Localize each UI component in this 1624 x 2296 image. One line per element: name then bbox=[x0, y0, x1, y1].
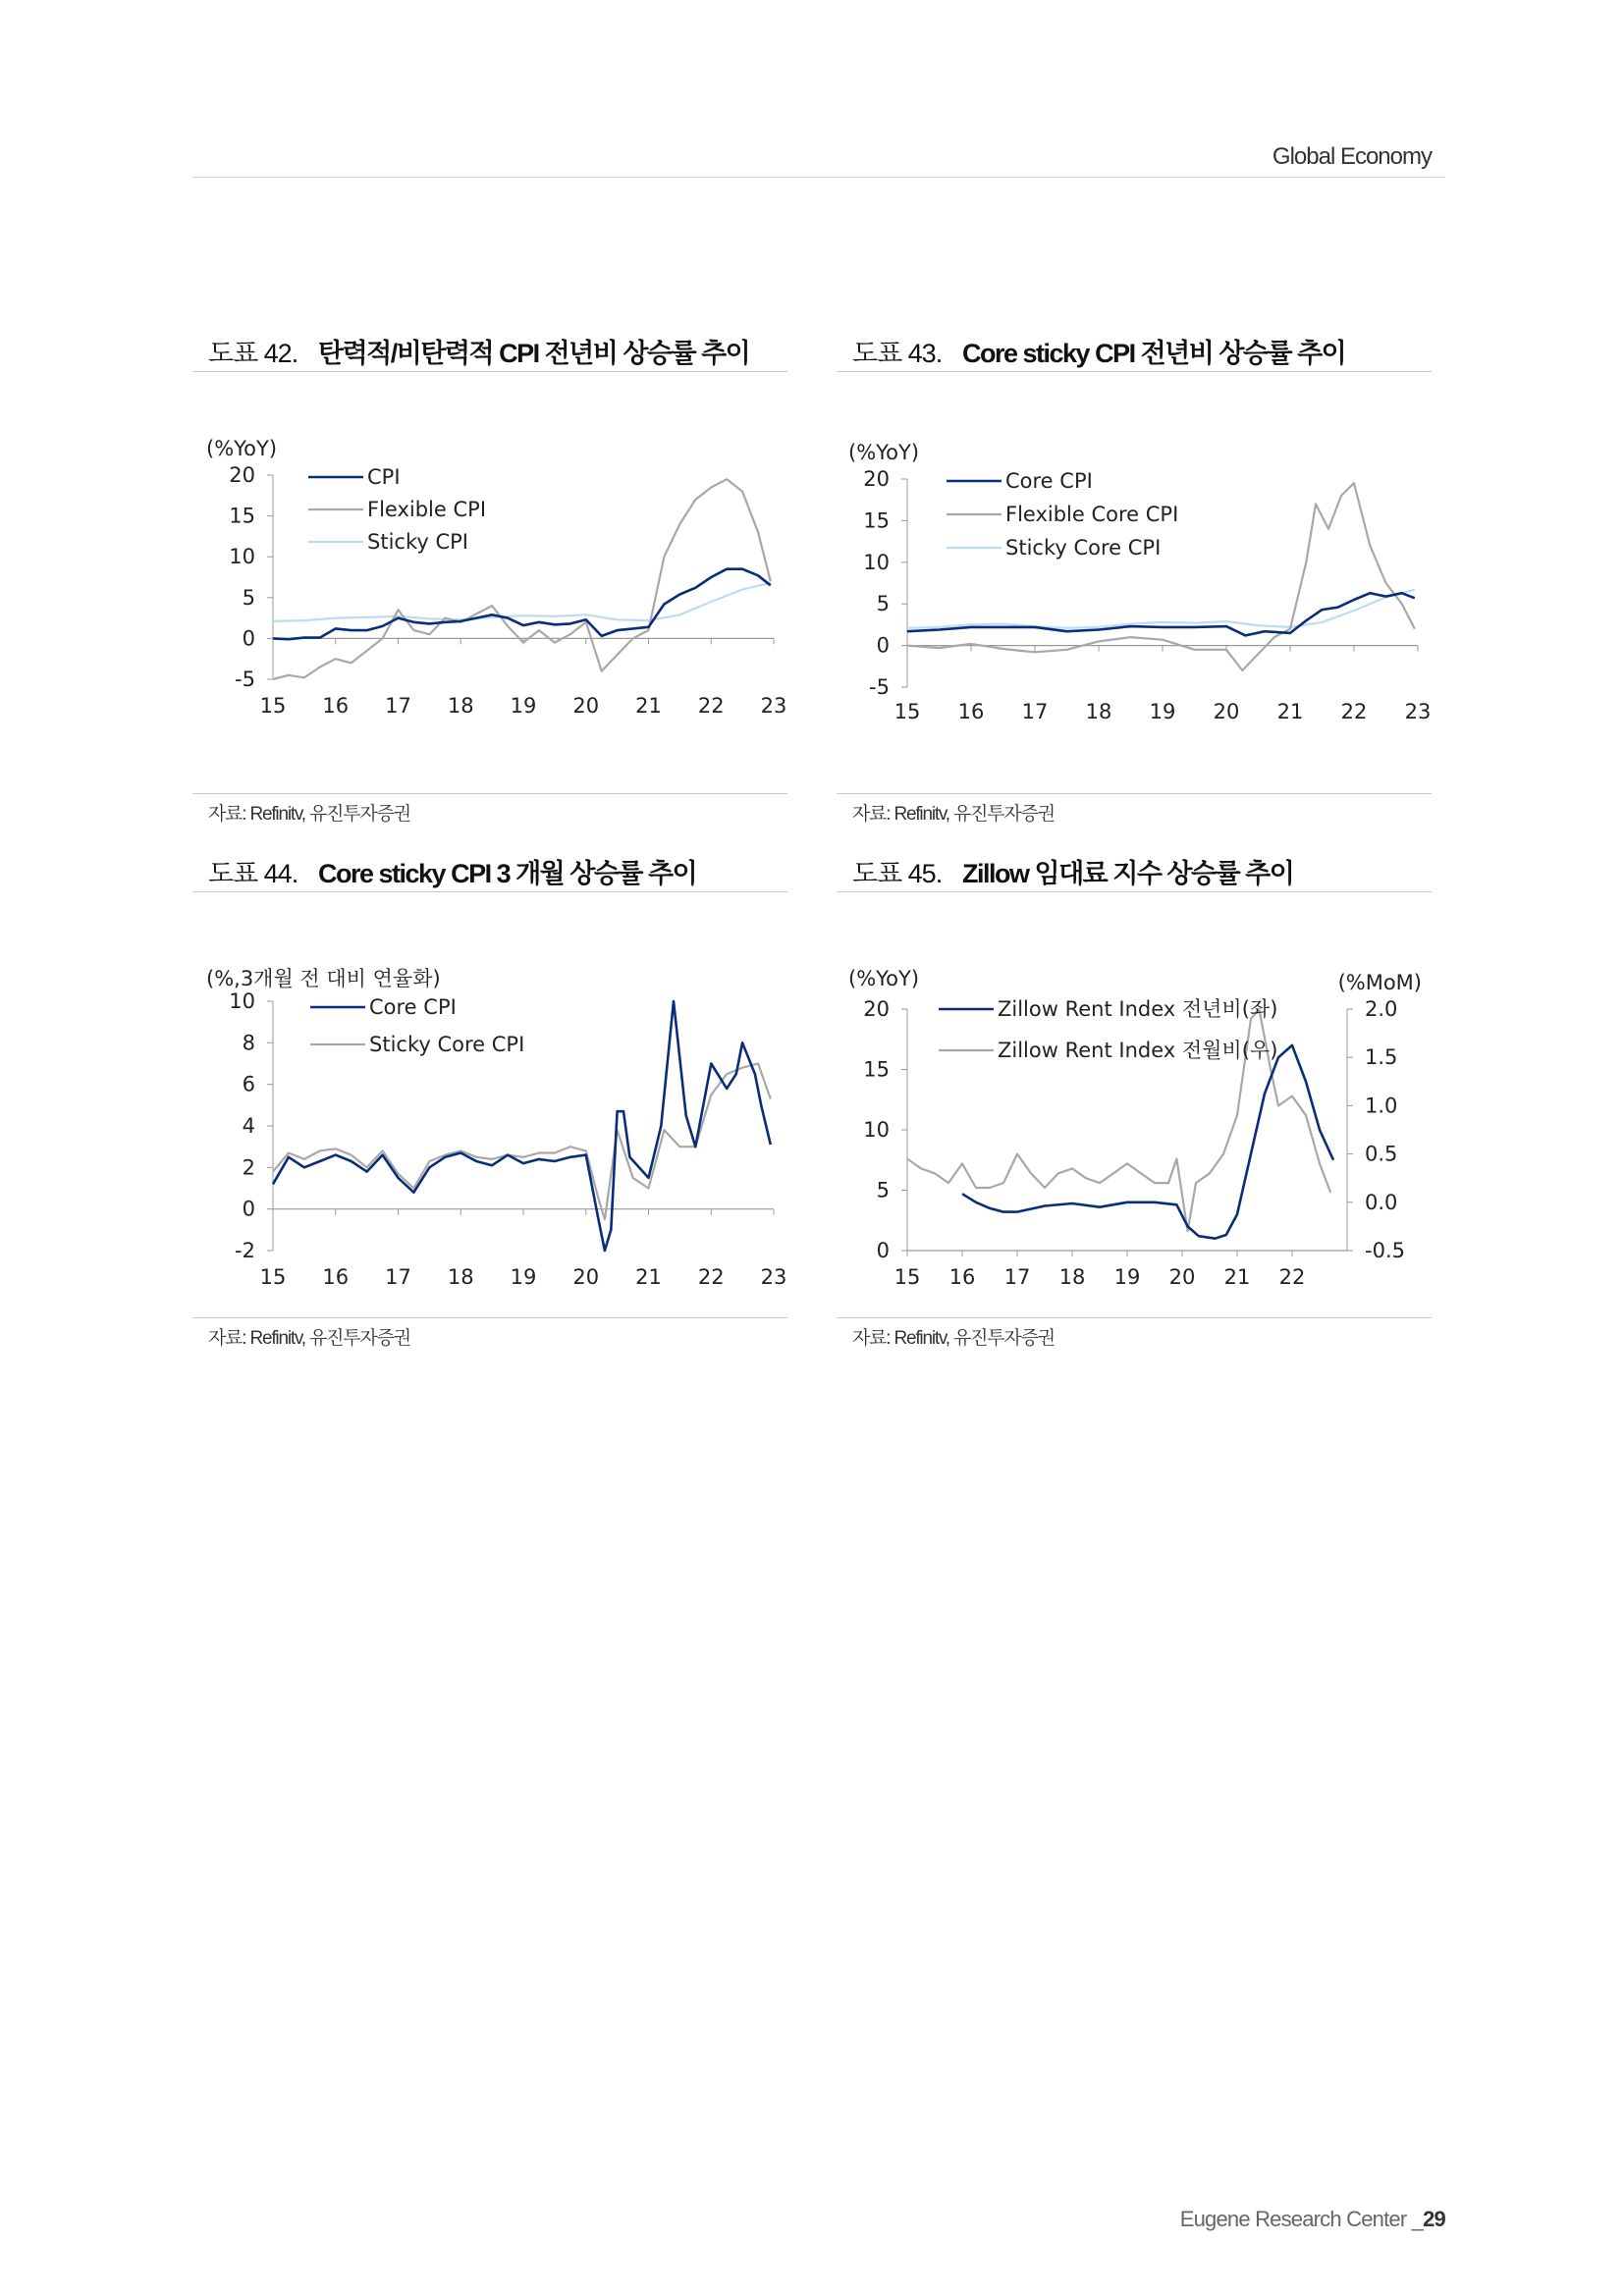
panel-title bbox=[208, 332, 749, 370]
x-tick-label: 23 bbox=[1404, 700, 1432, 723]
x-tick-label: 19 bbox=[1149, 700, 1176, 723]
title-divider bbox=[192, 371, 787, 372]
y2-tick-label: 1.0 bbox=[1365, 1094, 1398, 1118]
panel-title bbox=[852, 852, 1293, 890]
x-tick-label: 17 bbox=[1021, 700, 1049, 723]
y-tick-label: 5 bbox=[876, 1178, 890, 1202]
y-tick-label: 6 bbox=[242, 1072, 255, 1096]
header-title: Global Economy bbox=[1272, 143, 1432, 170]
x-tick-label: 23 bbox=[760, 694, 787, 718]
x-tick-label: 22 bbox=[1278, 1265, 1306, 1289]
x-tick-label: 15 bbox=[893, 1265, 921, 1289]
y2-tick-label: 0.0 bbox=[1365, 1190, 1398, 1214]
y-tick-label: 20 bbox=[863, 467, 890, 491]
y-tick-label: 20 bbox=[863, 997, 890, 1021]
x-tick-label: 23 bbox=[760, 1265, 787, 1289]
chart-flexible-sticky-cpi bbox=[192, 377, 787, 789]
x-tick-label: 18 bbox=[447, 1265, 474, 1289]
source-note: 자료: Refinitv, 유진투자증권 bbox=[208, 1328, 410, 1349]
y-tick-label: 10 bbox=[863, 1118, 890, 1142]
x-tick-label: 20 bbox=[1213, 700, 1240, 723]
x-tick-label: 15 bbox=[259, 694, 287, 718]
footer: Eugene Research Center _29 bbox=[1179, 2207, 1445, 2231]
y-tick-label: 0 bbox=[876, 1239, 890, 1262]
x-tick-label: 20 bbox=[572, 694, 600, 718]
y-tick-label: 10 bbox=[229, 989, 255, 1013]
x-tick-label: 16 bbox=[322, 1265, 350, 1289]
title-divider bbox=[837, 371, 1432, 372]
y-axis-unit: (%YoY) bbox=[206, 437, 278, 460]
panel-title-text: Core sticky CPI 전년비 상승률 추이 bbox=[962, 339, 1346, 368]
y-tick-label: 5 bbox=[242, 585, 255, 610]
x-tick-label: 22 bbox=[697, 694, 725, 718]
x-tick-label: 22 bbox=[1340, 700, 1368, 723]
x-tick-label: 21 bbox=[1223, 1265, 1251, 1289]
y2-tick-label: -0.5 bbox=[1365, 1239, 1405, 1262]
x-tick-label: 19 bbox=[510, 694, 537, 718]
panel-title-text: Zillow 임대료 지수 상승률 추이 bbox=[962, 859, 1294, 888]
legend-label: Flexible CPI bbox=[367, 498, 487, 521]
footer-center: Eugene Research Center bbox=[1179, 2207, 1407, 2231]
legend-label: Flexible Core CPI bbox=[1005, 503, 1179, 526]
header-divider bbox=[192, 177, 1445, 178]
y-tick-label: 15 bbox=[229, 504, 255, 528]
chart-core-sticky-cpi-3m bbox=[192, 897, 787, 1313]
chart-core-sticky-cpi-yoy bbox=[837, 377, 1432, 789]
x-tick-label: 17 bbox=[385, 694, 411, 718]
x-tick-label: 19 bbox=[510, 1265, 537, 1289]
x-tick-label: 20 bbox=[572, 1265, 600, 1289]
x-tick-label: 15 bbox=[259, 1265, 287, 1289]
x-tick-label: 17 bbox=[1003, 1265, 1031, 1289]
source-divider bbox=[192, 793, 787, 794]
panel-number: 도표 43. bbox=[852, 339, 943, 368]
series-line-1 bbox=[273, 569, 771, 640]
x-tick-label: 19 bbox=[1113, 1265, 1141, 1289]
source-note: 자료: Refinitv, 유진투자증권 bbox=[852, 1328, 1055, 1349]
y-axis-unit: (%YoY) bbox=[848, 441, 920, 464]
x-tick-label: 17 bbox=[385, 1265, 411, 1289]
series-line-1 bbox=[907, 593, 1415, 635]
title-divider bbox=[192, 891, 787, 892]
y2-tick-label: 2.0 bbox=[1365, 997, 1398, 1021]
y-tick-label: 4 bbox=[242, 1114, 255, 1138]
y-tick-label: 10 bbox=[229, 545, 255, 569]
x-tick-label: 16 bbox=[322, 694, 350, 718]
x-tick-label: 16 bbox=[957, 700, 985, 723]
source-note: 자료: Refinitv, 유진투자증권 bbox=[852, 804, 1055, 825]
y2-tick-label: 0.5 bbox=[1365, 1142, 1398, 1166]
y-tick-label: 10 bbox=[863, 550, 890, 574]
series-line-1 bbox=[962, 1045, 1333, 1239]
x-tick-label: 18 bbox=[447, 694, 474, 718]
y2-tick-label: 1.5 bbox=[1365, 1045, 1398, 1070]
y-axis-unit: (%,3개월 전 대비 연율화) bbox=[206, 967, 441, 990]
x-tick-label: 16 bbox=[948, 1265, 976, 1289]
panel-number: 도표 44. bbox=[208, 859, 298, 888]
x-tick-label: 18 bbox=[1058, 1265, 1086, 1289]
y-tick-label: 20 bbox=[229, 463, 255, 487]
panel-number: 도표 45. bbox=[852, 859, 943, 888]
y-tick-label: 0 bbox=[242, 1197, 255, 1221]
legend-label: Sticky Core CPI bbox=[369, 1033, 525, 1056]
source-divider bbox=[837, 793, 1432, 794]
y-axis-unit-left: (%YoY) bbox=[848, 967, 920, 990]
panel-title bbox=[208, 852, 696, 890]
legend-label: Zillow Rent Index 전년비(좌) bbox=[998, 997, 1278, 1021]
legend-label: Core CPI bbox=[1005, 469, 1093, 493]
y-tick-label: -5 bbox=[869, 675, 890, 699]
x-tick-label: 20 bbox=[1168, 1265, 1196, 1289]
y-tick-label: 2 bbox=[242, 1155, 255, 1180]
source-divider bbox=[192, 1317, 787, 1318]
title-divider bbox=[837, 891, 1432, 892]
panel-title-text: Core sticky CPI 3 개월 상승률 추이 bbox=[318, 859, 697, 888]
y-tick-label: -2 bbox=[235, 1239, 255, 1262]
legend-label: Sticky CPI bbox=[367, 530, 468, 554]
panel-title bbox=[852, 332, 1345, 370]
page-number: 29 bbox=[1423, 2207, 1445, 2231]
series-line-3 bbox=[907, 590, 1415, 628]
y-axis-unit-right: (%MoM) bbox=[1337, 971, 1422, 994]
y-tick-label: 15 bbox=[863, 508, 890, 533]
x-tick-label: 21 bbox=[635, 1265, 662, 1289]
legend-label: Core CPI bbox=[369, 995, 457, 1019]
x-tick-label: 18 bbox=[1085, 700, 1112, 723]
legend-label: Sticky Core CPI bbox=[1005, 536, 1162, 560]
source-divider bbox=[837, 1317, 1432, 1318]
x-tick-label: 15 bbox=[893, 700, 921, 723]
source-note: 자료: Refinitv, 유진투자증권 bbox=[208, 804, 410, 825]
panel-title-text: 탄력적/비탄력적 CPI 전년비 상승률 추이 bbox=[318, 339, 750, 368]
y-tick-label: 0 bbox=[876, 633, 890, 658]
x-tick-label: 22 bbox=[697, 1265, 725, 1289]
y-tick-label: 0 bbox=[242, 626, 255, 651]
legend-label: CPI bbox=[367, 465, 401, 489]
y-tick-label: 5 bbox=[876, 592, 890, 616]
chart-zillow-rent-index bbox=[837, 897, 1432, 1313]
x-tick-label: 21 bbox=[1276, 700, 1304, 723]
y-tick-label: 8 bbox=[242, 1031, 255, 1055]
y-tick-label: -5 bbox=[235, 667, 255, 691]
panel-number: 도표 42. bbox=[208, 339, 298, 368]
legend-label: Zillow Rent Index 전월비(우) bbox=[998, 1039, 1278, 1062]
y-tick-label: 15 bbox=[863, 1057, 890, 1082]
x-tick-label: 21 bbox=[635, 694, 662, 718]
